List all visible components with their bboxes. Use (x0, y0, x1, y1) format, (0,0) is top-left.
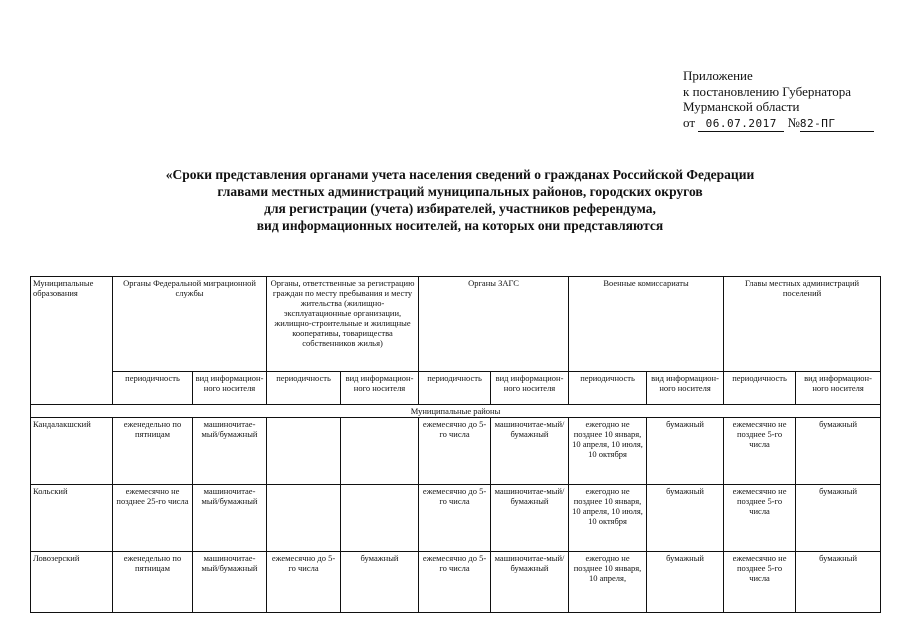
group-military: Военные комиссариаты (569, 277, 724, 372)
section-title: Муниципальные районы (31, 405, 881, 418)
sub-period: периодичность (113, 372, 193, 405)
cell: бумажный (647, 552, 724, 613)
table-row (31, 418, 881, 485)
cell: ежегодно не позднее 10 января, 10 апреля, 10 июля, 10 октября (569, 418, 647, 485)
cell: еженедельно по пятницам (113, 552, 193, 613)
table-header-row (31, 277, 881, 372)
appendix-header (683, 68, 874, 132)
col-municipalities: Муниципальные образования (31, 277, 113, 405)
cell: ежемесячно до 5-го числа (419, 418, 491, 485)
sub-media: вид информацион-ного носителя (193, 372, 267, 405)
municipality-name: Кандалакшский (31, 418, 113, 485)
cell: ежемесячно до 5-го числа (267, 552, 341, 613)
sub-media: вид информацион-ного носителя (491, 372, 569, 405)
cell: ежегодно не позднее 10 января, 10 апреля, 10 июля, 10 октября (569, 485, 647, 552)
schedule-table (30, 276, 881, 613)
cell (267, 418, 341, 485)
cell (341, 485, 419, 552)
group-registration: Органы, ответственные за регистрацию граждан по месту пребывания и месту жительства (жилищно-эксплуатационные организации, жилищно-строительные и жилищные кооперативы, товарищества собственников жилья) (267, 277, 419, 372)
group-fms: Органы Федеральной миграционной службы (113, 277, 267, 372)
document-title (100, 166, 820, 234)
table-row (31, 552, 881, 613)
cell: ежемесячно до 5-го числа (419, 485, 491, 552)
cell: ежемесячно не позднее 5-го числа (724, 552, 796, 613)
sub-period: периодичность (267, 372, 341, 405)
municipality-name: Ловозерский (31, 552, 113, 613)
sub-period: периодичность (569, 372, 647, 405)
group-zags: Органы ЗАГС (419, 277, 569, 372)
cell: машиночитае-мый/бумажный (491, 485, 569, 552)
cell (267, 485, 341, 552)
cell: ежемесячно не позднее 5-го числа (724, 418, 796, 485)
sub-period: периодичность (724, 372, 796, 405)
appendix-date-line (683, 115, 874, 133)
cell: бумажный (647, 418, 724, 485)
group-local-admin: Главы местных администраций поселений (724, 277, 881, 372)
number-label: № (787, 114, 800, 130)
cell: машиночитае-мый/бумажный (193, 418, 267, 485)
from-label: от (683, 114, 696, 130)
cell: бумажный (341, 552, 419, 613)
appendix-label: Приложение (683, 68, 753, 83)
cell: еженедельно по пятницам (113, 418, 193, 485)
cell (341, 418, 419, 485)
cell: бумажный (796, 485, 881, 552)
cell: ежемесячно не позднее 25-го числа (113, 485, 193, 552)
decree-number: 82-ПГ (799, 116, 836, 130)
title-line-1: «Сроки представления органами учета населения сведений о гражданах Российской Федерации (165, 167, 755, 182)
cell: ежемесячно не позднее 5-го числа (724, 485, 796, 552)
title-line-4: вид информационных носителей, на которых они представляются (256, 218, 664, 233)
cell: бумажный (796, 418, 881, 485)
title-line-2: главами местных администраций муниципальных районов, городских округов (217, 184, 703, 199)
cell: машиночитае-мый/бумажный (491, 552, 569, 613)
cell: машиночитае-мый/бумажный (491, 418, 569, 485)
cell: ежемесячно до 5-го числа (419, 552, 491, 613)
appendix-region-line: Мурманской области (683, 99, 800, 114)
cell: машиночитае-мый/бумажный (193, 552, 267, 613)
appendix-decree-line: к постановлению Губернатора (683, 83, 852, 99)
decree-date: 06.07.2017 (705, 116, 777, 130)
table-subheader-row (31, 372, 881, 405)
cell: ежегодно не позднее 10 января, 10 апреля, (569, 552, 647, 613)
sub-period: периодичность (419, 372, 491, 405)
municipality-name: Кольский (31, 485, 113, 552)
section-row (31, 405, 881, 418)
table-row (31, 485, 881, 552)
sub-media: вид информацион-ного носителя (796, 372, 881, 405)
sub-media: вид информацион-ного носителя (647, 372, 724, 405)
cell: машиночитае-мый/бумажный (193, 485, 267, 552)
cell: бумажный (796, 552, 881, 613)
cell: бумажный (647, 485, 724, 552)
sub-media: вид информацион-ного носителя (341, 372, 419, 405)
title-line-3: для регистрации (учета) избирателей, участников референдума, (264, 201, 656, 216)
